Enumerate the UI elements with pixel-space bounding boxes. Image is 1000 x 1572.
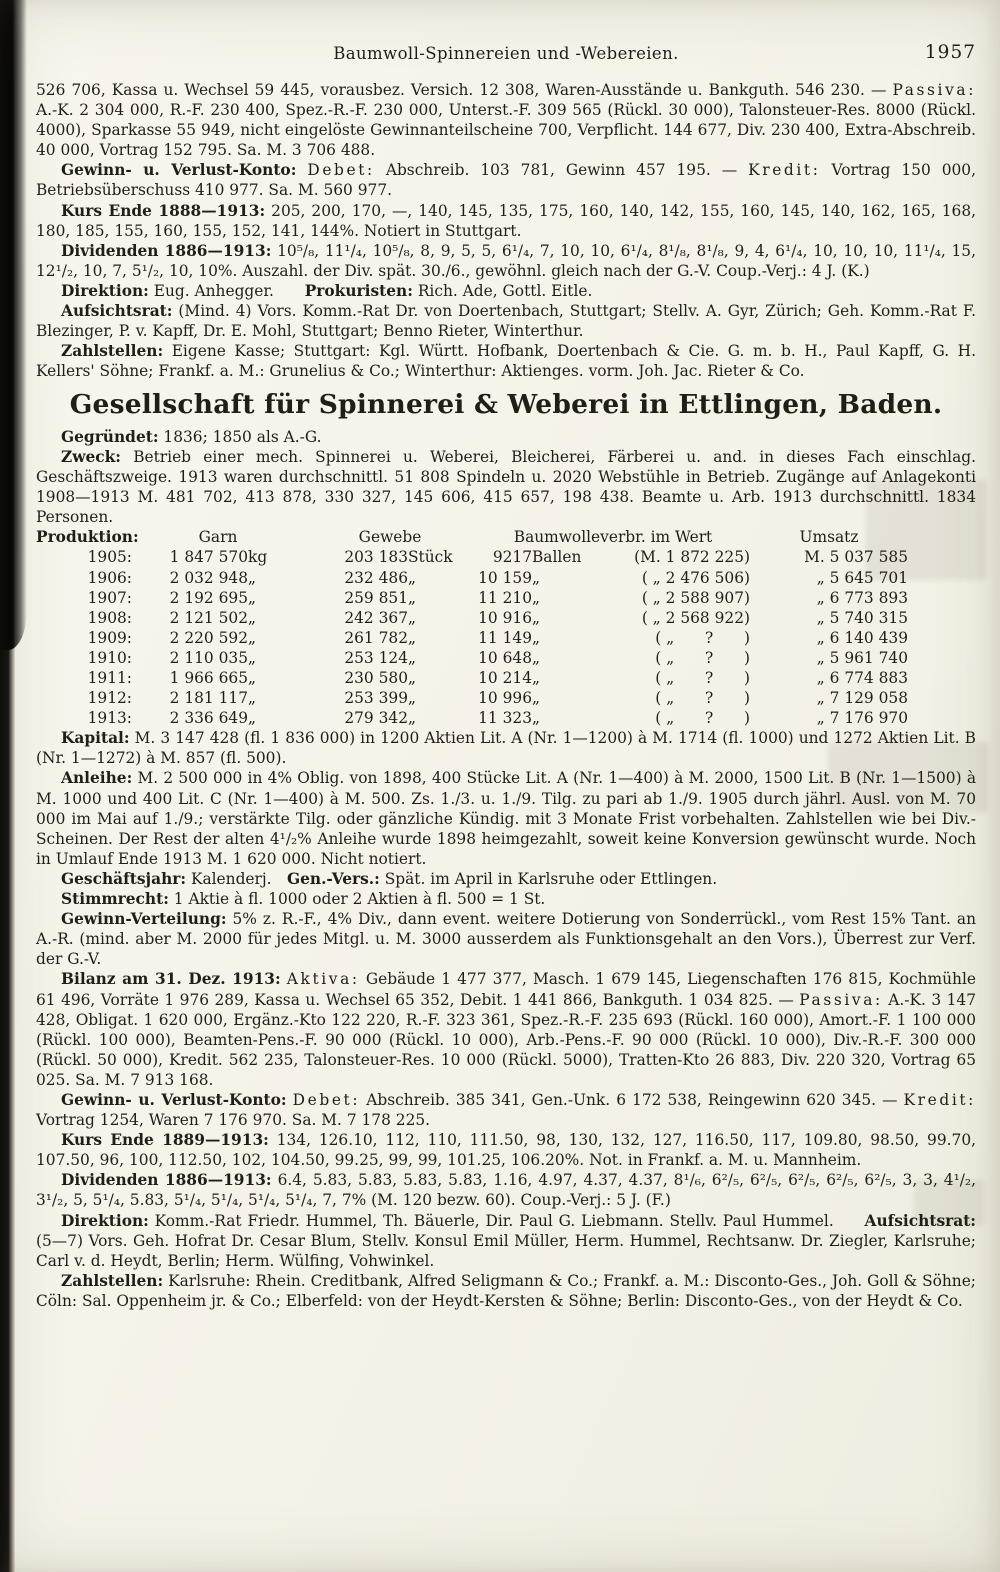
prod-garn: 2 181 117 [169, 689, 248, 708]
col-header-baumwollverbrauch: Baumwolleverbr. im Wert [513, 528, 713, 547]
prod-umsatz: „ 5 961 740 [816, 648, 908, 667]
bold-label: Dividenden 1886—1913: [61, 241, 272, 260]
prod-garn-unit: „ [248, 669, 256, 687]
text-run: (Mind. 4) Vors. Komm.-Rat Dr. von Doertenbach, Stuttgart; Stellv. A. Gyr, Zürich; Geh. Komm.-Rat F. Blezinger, P. v. Kapff, Dr. E. Mohl, Stuttgart; Benno Rieter, Winterthur. [36, 302, 976, 341]
production-row [36, 547, 908, 567]
prod-year: 1907: [87, 588, 132, 607]
prod-year: 1913: [87, 709, 132, 728]
dividenden-paragraph [36, 1170, 976, 1210]
prod-garn-unit: kg [248, 548, 268, 567]
text-run: 1836; 1850 als A.-G. [158, 427, 322, 446]
prod-wert: ( „ ? ) [655, 689, 750, 708]
prod-year: 1909: [87, 628, 132, 647]
bilanz-paragraph [36, 969, 976, 1090]
text-run: 10⁵/₈, 11¹/₄, 10⁵/₈, 8, 9, 5, 5, 6¹/₄, 7, 10, 10, 6¹/₄, 8¹/₈, 8¹/₈, 9, 4, 6¹/₄, 10, 10, 10, 11¹/₄, 15, 12¹/₂, 10, 7, 5¹/₂, 10, 10%. Auszahl. der Div. spät. 30./6., gewöhnl. gleich nach der G.-V. Coup.-Verj.: 4 J. (K.) [36, 241, 976, 280]
bold-label: Direktion: [61, 1211, 149, 1230]
col-header-gewebe: Gewebe [358, 528, 422, 547]
profit-loss-paragraph [36, 1090, 976, 1130]
prod-wert: ( „ 2 476 506) [641, 568, 750, 587]
gewinn-verteilung-paragraph [36, 909, 976, 969]
prod-gewebe-unit: „ [408, 588, 416, 607]
text-run: M. 3 147 428 (fl. 1 836 000) in 1200 Aktien Lit. A (Nr. 1—1200) à M. 1714 (fl. 1000) und 1272 Aktien Lit. B (Nr. 1—1272) à M. 857 (fl. 500). [36, 729, 976, 768]
prod-garn: 2 192 695 [169, 588, 248, 607]
text-run: Spät. im April in Karlsruhe oder Ettlingen. [379, 869, 718, 888]
anleihe-paragraph [36, 768, 976, 868]
production-header-row [36, 527, 908, 547]
prod-ballen: 11 210 [478, 588, 532, 607]
prod-garn: 2 032 948 [169, 568, 248, 587]
text-run: Eug. Anhegger. [148, 281, 305, 300]
prod-ballen: 10 648 [478, 648, 532, 667]
prod-ballen: 11 149 [478, 628, 532, 647]
prod-garn-unit: „ [248, 608, 256, 627]
bold-label: Zweck: [61, 447, 121, 466]
prod-gewebe-unit: „ [408, 648, 416, 667]
prod-garn: 2 336 649 [169, 709, 248, 728]
prod-ballen-unit: „ [532, 709, 540, 728]
prod-ballen-unit: „ [532, 648, 540, 667]
prod-wert: ( „ ? ) [655, 669, 750, 687]
production-row [36, 628, 908, 648]
prod-umsatz: „ 6 774 883 [816, 669, 908, 687]
prod-ballen-unit: „ [532, 608, 540, 627]
zahlstellen-paragraph [36, 341, 976, 381]
binding-shadow-top [0, 0, 27, 650]
prod-gewebe-unit: „ [408, 669, 416, 687]
text-run: Abschreib. 103 781, Gewinn 457 195. — [374, 161, 749, 180]
prod-umsatz: „ 7 129 058 [816, 689, 908, 708]
prod-gewebe: 203 183 [344, 548, 408, 567]
bold-label: Kapital: [61, 729, 130, 748]
balance-continuation-paragraph [36, 80, 976, 160]
company-heading: Gesellschaft für Spinnerei & Weberei in Ettlingen, Baden. [69, 389, 943, 421]
text-run: Karlsruhe: Rhein. Creditbank, Alfred Seligmann & Co.; Frankf. a. M.: Disconto-Ges., Joh. Goll & Söhne; Cöln: Sal. Oppenheim jr. & Co.; Elberfeld: von der Heydt-Kersten & Söhne; Berlin: Disconto-Ges., von der Heydt & Co. [36, 1271, 976, 1310]
text-run: Vortrag 150 000, Betriebsüberschuss 410 977. Sa. M. 560 977. [36, 161, 976, 200]
prod-gewebe: 279 342 [344, 709, 408, 728]
direktion-aufsichtsrat-paragraph [36, 1211, 976, 1271]
prod-garn-unit: „ [248, 568, 256, 587]
kurs-paragraph [36, 201, 976, 241]
kapital-paragraph [36, 728, 976, 768]
prod-gewebe: 253 124 [344, 648, 408, 667]
text-run: Gebäude 1 477 377, Masch. 1 679 145, Liegenschaften 176 815, Kochmühle 61 496, Vorräte 1 976 289, Kassa u. Wechsel 65 352, Debit. 1 441 866, Bankguth. 1 034 825. — [36, 970, 976, 1009]
direktion-paragraph [36, 281, 976, 301]
prod-gewebe: 232 486 [344, 568, 408, 587]
prod-ballen: 9217 [492, 548, 532, 567]
production-label: Produktion: [36, 528, 139, 547]
production-row [36, 588, 908, 608]
prod-year: 1910: [87, 648, 132, 667]
prod-ballen-unit: „ [532, 669, 540, 687]
prod-umsatz: „ 5 740 315 [816, 608, 908, 627]
prod-umsatz: M. 5 037 585 [804, 548, 908, 567]
prod-garn: 2 110 035 [169, 648, 248, 667]
prod-ballen-unit: „ [532, 689, 540, 708]
prod-wert: ( „ ? ) [655, 648, 750, 667]
bold-label: Gewinn-Verteilung: [61, 910, 227, 929]
bold-label: Kurs Ende 1889—1913: [61, 1131, 269, 1150]
prod-wert: (M. 1 872 225) [634, 548, 750, 567]
prod-wert: ( „ ? ) [655, 628, 750, 647]
text-run: 134, 126.10, 112, 110, 111.50, 98, 130, 132, 127, 116.50, 117, 109.80, 98.50, 99.70, 107.50, 96, 100, 112.50, 102, 104.50, 99.25, 99, 99, 101.25, 106.20%. Not. in Frankf. a. M. u. Mannheim. [36, 1131, 976, 1170]
prod-umsatz: „ 6 773 893 [816, 588, 908, 607]
col-header-garn: Garn [198, 528, 238, 547]
production-row [36, 688, 908, 708]
prod-gewebe-unit: „ [408, 628, 416, 647]
spaced-label: Debet: [307, 161, 375, 180]
profit-loss-paragraph [36, 160, 976, 200]
prod-garn-unit: „ [248, 709, 256, 728]
bold-label: Geschäftsjahr: [61, 869, 187, 888]
prod-gewebe: 259 851 [344, 588, 408, 607]
text-run: 205, 200, 170, —, 140, 145, 135, 175, 160, 140, 142, 155, 160, 145, 140, 162, 165, 168, 180, 185, 155, 160, 155, 152, 141, 144%. Notiert in Stuttgart. [36, 201, 976, 240]
prod-year: 1906: [87, 568, 132, 587]
prod-wert: ( „ 2 588 907) [641, 588, 750, 607]
prod-garn: 1 847 570 [169, 548, 248, 567]
dividenden-paragraph [36, 241, 976, 281]
spaced-label: Kredit: [748, 161, 821, 180]
document-body [36, 80, 976, 1311]
prod-garn-unit: „ [248, 648, 256, 667]
text-run: 526 706, Kassa u. Wechsel 59 445, vorausbez. Versich. 12 308, Waren-Ausstände u. Bankguth. 546 230. — [36, 81, 893, 99]
text-run: M. 2 500 000 in 4% Oblig. von 1898, 400 Stücke Lit. A (Nr. 1—400) à M. 2000, 1500 Lit. B (Nr. 1—1500) à M. 1000 und 400 Lit. C (Nr. 1—400) à M. 500. Zs. 1./3. u. 1./9. Tilg. zu pari ab 1./9. 1905 durch jährl. Ausl. von M. 70 000 im Mai auf 1./9.; verstärkte Tilg. oder gänzliche Kündig. mit 3 Monate Frist vorbehalten. Zahlstellen wie bei Div.-Scheinen. Der Rest der alten 4¹/₂% Anleihe wurde 1898 heimgezahlt, soweit keine Konversion gewünscht wurde. Noch in Umlauf Ende 1913 M. 1 620 000. Nicht notiert. [36, 769, 976, 868]
prod-garn: 2 121 502 [169, 608, 248, 627]
bold-label: Aufsichtsrat: [864, 1211, 976, 1230]
bold-label: Gegründet: [61, 427, 159, 446]
prod-ballen: 10 996 [478, 689, 532, 708]
text-run: 5% z. R.-F., 4% Div., dann event. weitere Dotierung von Sonderrückl., vom Rest 15% Tant. an A.-R. (mind. aber M. 2000 für jedes Mitgl. u. M. 3000 ausserdem als Funktionsgehalt an den Vors.), Überrest zur Verf. der G.-V. [36, 910, 976, 969]
text-run: Komm.-Rat Friedr. Hummel, Th. Bäuerle, Dir. Paul G. Liebmann. Stellv. Paul Hummel. [148, 1211, 865, 1230]
text-run: Betrieb einer mech. Spinnerei u. Weberei, Bleicherei, Färberei u. and. in dieses Fach einschlag. Geschäftszweige. 1913 waren durchschnittl. 51 808 Spindeln u. 2020 Webstühle in Betrieb. Zugänge auf Anlagekonti 1908—1913 M. 481 702, 413 878, 330 327, 145 606, 415 657, 198 438. Beamte u. Arb. 1913 durchschnittl. 1834 Personen. [36, 447, 976, 527]
bold-label: Anleihe: [61, 769, 133, 788]
prod-gewebe: 230 580 [344, 669, 408, 687]
prod-ballen-unit: „ [532, 588, 540, 607]
production-row [36, 568, 908, 588]
gegruendet-paragraph [36, 427, 976, 447]
text-run: Kalenderj. [186, 869, 287, 888]
geschaeftsjahr-paragraph [36, 869, 976, 889]
zahlstellen-paragraph [36, 1271, 976, 1311]
production-table [36, 527, 908, 728]
bold-label: Direktion: [61, 281, 149, 300]
prod-gewebe: 242 367 [344, 608, 408, 627]
prod-garn: 1 966 665 [169, 669, 248, 687]
spaced-label: Aktiva: [286, 970, 360, 989]
prod-garn-unit: „ [248, 689, 256, 708]
stimmrecht-paragraph [36, 889, 976, 909]
prod-ballen: 10 916 [478, 608, 532, 627]
spaced-label: Debet: [292, 1090, 361, 1109]
bold-label: Zahlstellen: [61, 1271, 164, 1290]
prod-gewebe: 253 399 [344, 689, 408, 708]
spaced-label: Passiva: [892, 81, 976, 99]
aufsichtsrat-paragraph [36, 301, 976, 341]
prod-year: 1905: [87, 548, 132, 567]
bold-label: Bilanz am 31. Dez. 1913: [61, 970, 281, 989]
prod-year: 1912: [87, 689, 132, 708]
running-header [36, 44, 976, 80]
production-row [36, 708, 908, 728]
prod-ballen-unit: „ [532, 628, 540, 647]
production-row [36, 608, 908, 628]
prod-wert: ( „ ? ) [655, 709, 750, 728]
page-content [36, 44, 976, 1311]
bold-label: Stimmrecht: [61, 890, 169, 909]
kurs-paragraph [36, 1130, 976, 1170]
text-run: Rich. Ade, Gottl. Eitle. [412, 281, 593, 300]
spaced-label: Passiva: [799, 990, 883, 1009]
spaced-label: Kredit: [903, 1090, 976, 1109]
text-run: Eigene Kasse; Stuttgart: Kgl. Württ. Hofbank, Doertenbach & Cie. G. m. b. H., Paul Kapff, G. H. Kellers' Söhne; Frankf. a. M.: Grunelius & Co.; Winterthur: Aktienges. vorm. Joh. Jac. Rieter & Co. [36, 342, 976, 381]
text-run: A.-K. 3 147 428, Obligat. 1 620 000, Ergänz.-Kto 122 220, R.-F. 323 361, Spez.-R.-F. 235 693 (Rückl. 160 000), Amort.-F. 1 100 000 (Rückl. 100 000), Beamten-Pens.-F. 90 000 (Rückl. 10 000), Arb.-Pens.-F. 90 000 (Rückl. 10 000), Div.-R.-F. 300 000 (Rückl. 50 000), Kredit. 562 235, Talonsteuer-Res. 10 000 (Rückl. 5000), Tratten-Kto 26 883, Div. 220 320, Vortrag 65 025. Sa. M. 7 913 168. [36, 990, 976, 1089]
bold-label: Kurs Ende 1888—1913: [61, 201, 266, 220]
production-row [36, 648, 908, 668]
prod-gewebe-unit: „ [408, 709, 416, 728]
text-run: (5—7) Vors. Geh. Hofrat Dr. Cesar Blum, Stellv. Konsul Emil Müller, Herm. Hummel, Rechtsanw. Dr. Ziegler, Karlsruhe; Carl v. d. Heydt, Berlin; Herm. Wülfing, Vohwinkel. [36, 1231, 976, 1270]
prod-year: 1908: [87, 608, 132, 627]
page-number: 1957 [924, 42, 976, 63]
prod-gewebe-unit: „ [408, 689, 416, 708]
prod-ballen-unit: Ballen [532, 548, 582, 567]
prod-garn-unit: „ [248, 628, 256, 647]
production-row [36, 668, 908, 688]
prod-umsatz: „ 7 176 970 [816, 709, 908, 728]
header-title: Baumwoll-Spinnereien und -Webereien. [333, 44, 679, 63]
prod-ballen-unit: „ [532, 568, 540, 587]
prod-wert: ( „ 2 568 922) [641, 608, 750, 627]
prod-ballen: 11 323 [478, 709, 532, 728]
bold-label: Zahlstellen: [61, 342, 164, 361]
bold-label: Gewinn- u. Verlust-Konto: [61, 161, 297, 180]
bold-label: Prokuristen: [304, 281, 413, 300]
bold-label: Dividenden 1886—1913: [61, 1171, 272, 1190]
text-run: A.-K. 2 304 000, R.-F. 230 400, Spez.-R.-F. 230 000, Unterst.-F. 309 565 (Rückl. 30 000), Talonsteuer-Res. 8000 (Rückl. 4000), Sparkasse 55 949, nicht eingelöste Gewinnanteilscheine 700, Verpflicht. 144 677, Div. 230 400, Extra-Abschreib. 40 000, Vortrag 152 795. Sa. M. 3 706 488. [36, 101, 976, 160]
bold-label: Gen.-Vers.: [286, 869, 380, 888]
text-run: 1 Aktie à fl. 1000 oder 2 Aktien à fl. 500 = 1 St. [168, 890, 546, 909]
bold-label: Gewinn- u. Verlust-Konto: [61, 1090, 287, 1109]
prod-ballen: 10 159 [478, 568, 532, 587]
text-run: Abschreib. 385 341, Gen.-Unk. 6 172 538, Reingewinn 620 345. — [360, 1090, 904, 1109]
text-run: 6.4, 5.83, 5.83, 5.83, 5.83, 1.16, 4.97, 4.37, 4.37, 8¹/₆, 6²/₅, 6²/₅, 6²/₅, 6²/₅, 6²/₅, 3, 3, 4¹/₂, 3¹/₂, 5, 5¹/₄, 5.83, 5¹/₄, 5¹/₄, 5¹/₄, 5¹/₄, 7, 7% (M. 120 bezw. 60). Coup.-Verj.: 5 J. (F.) [36, 1171, 976, 1210]
text-run [296, 161, 307, 179]
text-run: Vortrag 1254, Waren 7 176 970. Sa. M. 7 178 225. [36, 1111, 431, 1130]
prod-garn-unit: „ [248, 588, 256, 607]
prod-year: 1911: [87, 669, 132, 687]
col-header-umsatz: Umsatz [799, 528, 859, 547]
prod-umsatz: „ 5 645 701 [816, 568, 908, 587]
bold-label: Aufsichtsrat: [61, 302, 173, 321]
prod-umsatz: „ 6 140 439 [816, 628, 908, 647]
prod-gewebe: 261 782 [344, 628, 408, 647]
prod-gewebe-unit: Stück [408, 548, 453, 567]
prod-gewebe-unit: „ [408, 568, 416, 587]
prod-gewebe-unit: „ [408, 608, 416, 627]
prod-garn: 2 220 592 [169, 628, 248, 647]
zweck-paragraph [36, 447, 976, 527]
prod-ballen: 10 214 [478, 669, 532, 687]
